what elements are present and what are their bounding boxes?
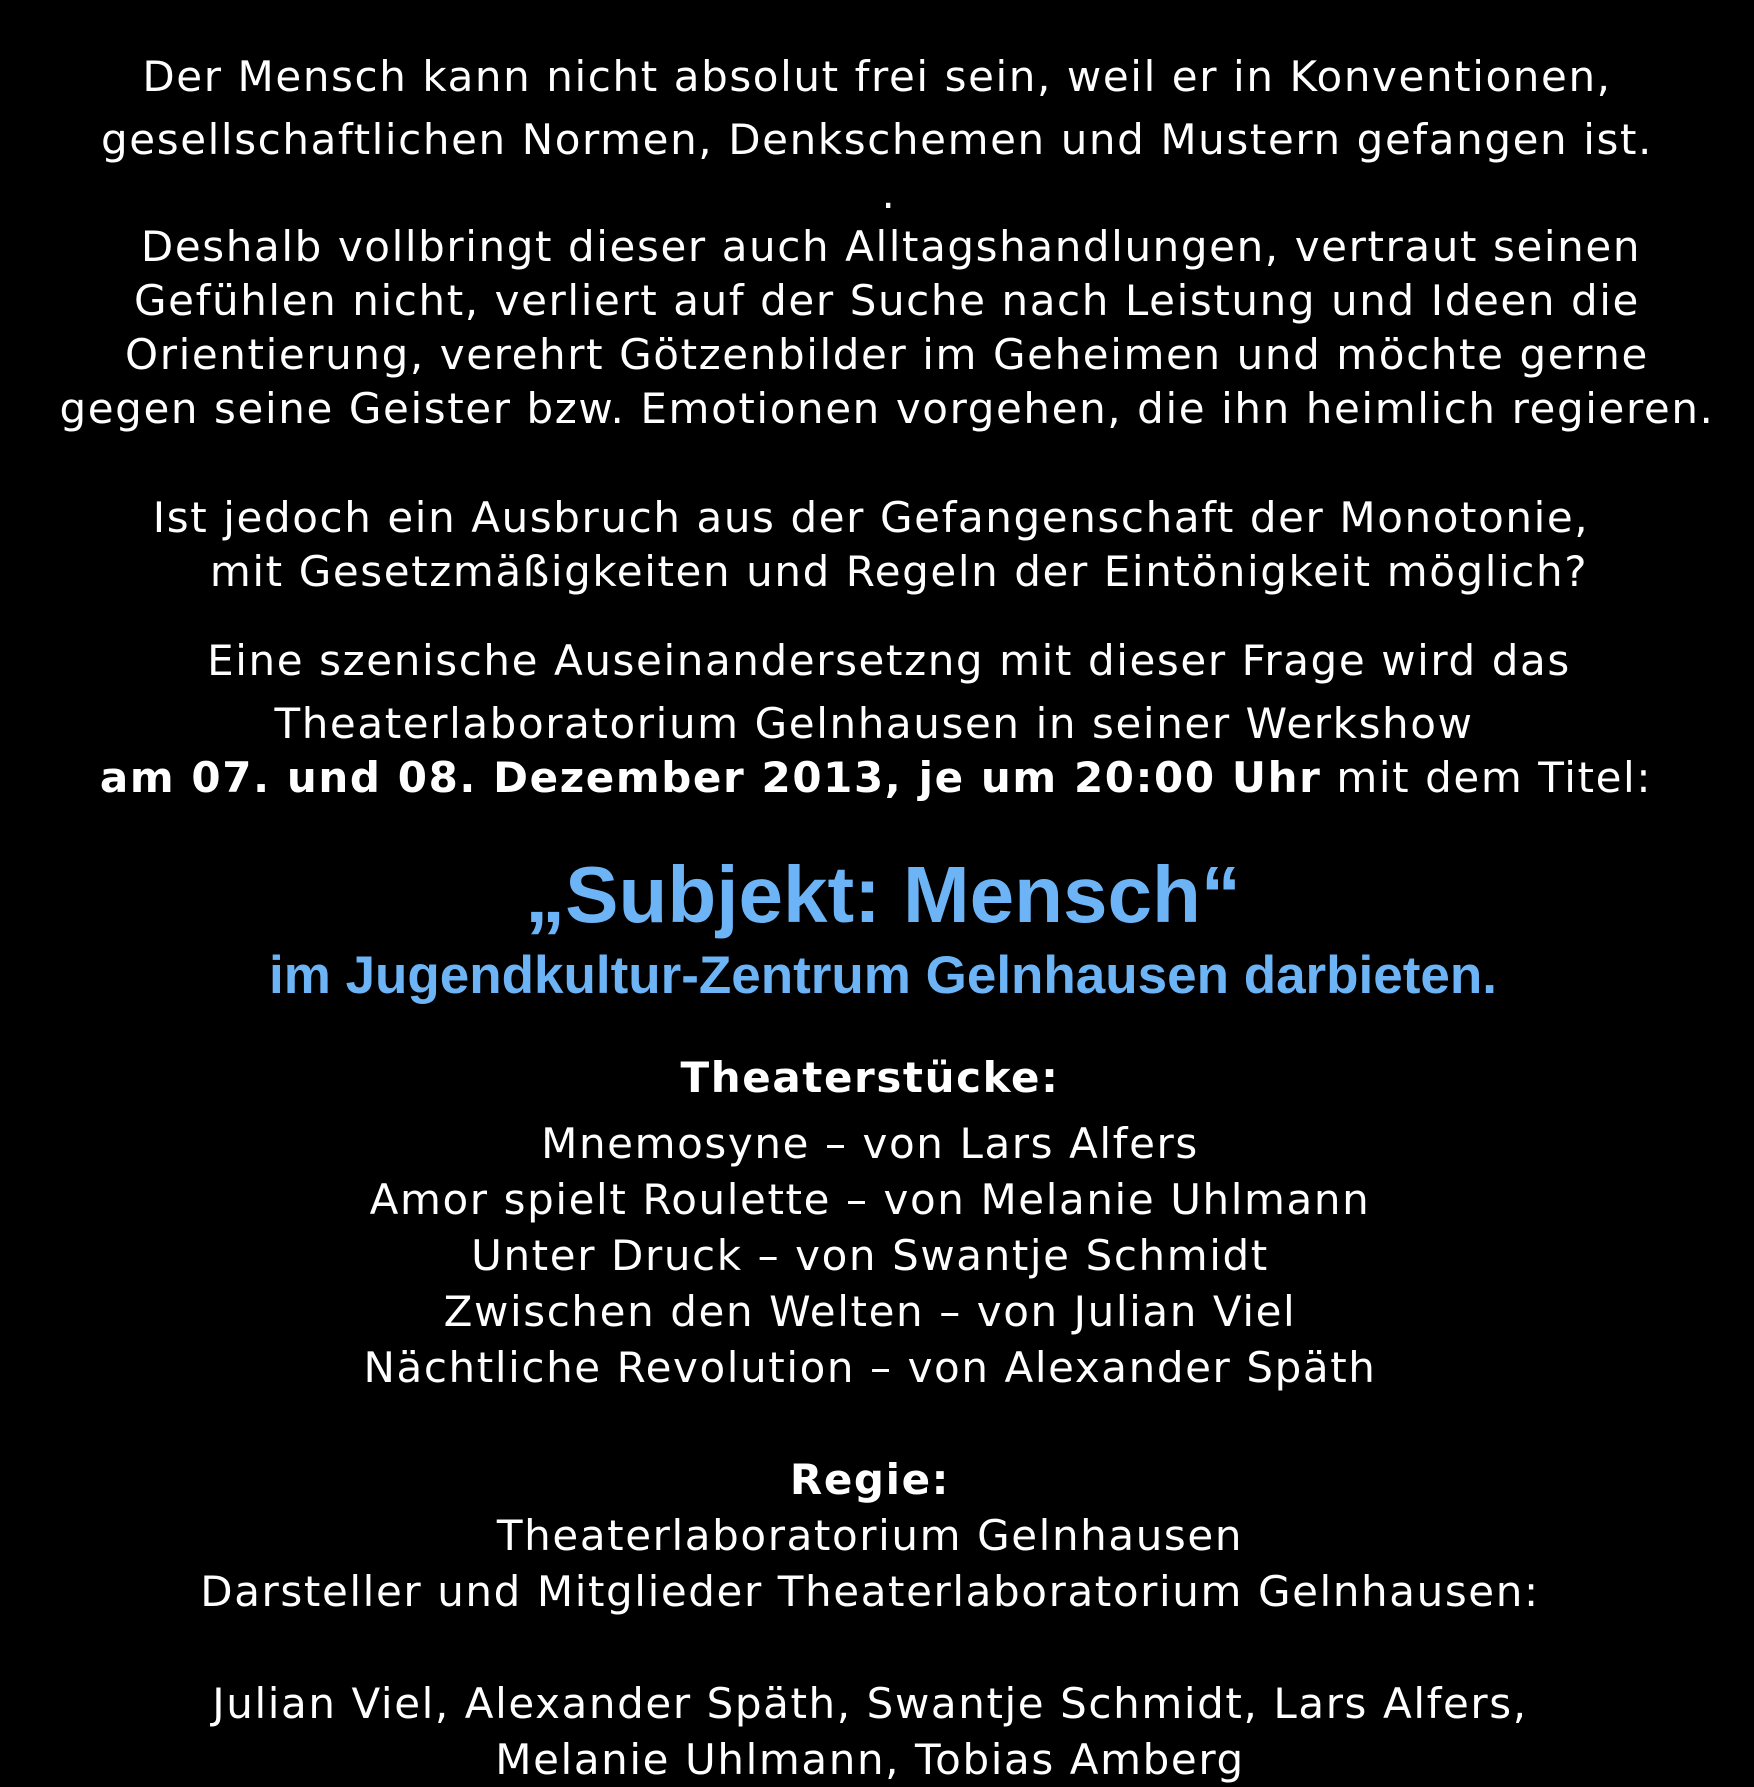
- play-item: Nächtliche Revolution – von Alexander Späth: [363, 1343, 1377, 1392]
- intro-line-2: gesellschaftlichen Normen, Denkschemen und Mustern gefangen ist.: [101, 115, 1653, 164]
- announcement-line-1: Eine szenische Auseinandersetzng mit dieser Frage wird das: [207, 636, 1571, 685]
- show-subtitle: im Jugendkultur-Zentrum Gelnhausen darbieten.: [269, 946, 1497, 1005]
- show-title: „Subjekt: Mensch“: [525, 850, 1241, 939]
- intro-line-1: Der Mensch kann nicht absolut frei sein, weil er in Konventionen,: [142, 52, 1612, 101]
- event-date: am 07. und 08. Dezember 2013, je um 20:00 Uhr: [99, 753, 1322, 802]
- cast-line-1: Julian Viel, Alexander Späth, Swantje Schmidt, Lars Alfers,: [212, 1679, 1528, 1728]
- play-item: Zwischen den Welten – von Julian Viel: [443, 1287, 1297, 1336]
- play-item: Amor spielt Roulette – von Melanie Uhlmann: [369, 1175, 1371, 1224]
- question-line-1: Ist jedoch ein Ausbruch aus der Gefangenschaft der Monotonie,: [152, 493, 1590, 542]
- play-item: Unter Druck – von Swantje Schmidt: [471, 1231, 1269, 1280]
- announcement-line-2: Theaterlaboratorium Gelnhausen in seiner Werkshow: [274, 699, 1474, 748]
- intro-line-4: Deshalb vollbringt dieser auch Alltagshandlungen, vertraut seinen: [140, 222, 1642, 271]
- direction-line-2: Darsteller und Mitglieder Theaterlaboratorium Gelnhausen:: [200, 1567, 1540, 1616]
- direction-line-1: Theaterlaboratorium Gelnhausen: [496, 1511, 1244, 1560]
- announcement-date-line: [0, 751, 1753, 805]
- question-line-2: mit Gesetzmäßigkeiten und Regeln der Eintönigkeit möglich?: [209, 547, 1589, 596]
- cast-line-2: Melanie Uhlmann, Tobias Amberg: [495, 1735, 1245, 1784]
- plays-heading: Theaterstücke:: [680, 1053, 1060, 1102]
- intro-line-6: Orientierung, verehrt Götzenbilder im Geheimen und möchte gerne: [125, 330, 1649, 379]
- play-item: Mnemosyne – von Lars Alfers: [541, 1119, 1199, 1168]
- intro-line-5: Gefühlen nicht, verliert auf der Suche nach Leistung und Ideen die: [134, 276, 1640, 325]
- event-date-suffix: mit dem Titel:: [1321, 753, 1653, 802]
- direction-heading: Regie:: [789, 1455, 951, 1504]
- intro-separator: .: [881, 169, 897, 218]
- intro-line-7: gegen seine Geister bzw. Emotionen vorgehen, die ihn heimlich regieren.: [59, 384, 1715, 433]
